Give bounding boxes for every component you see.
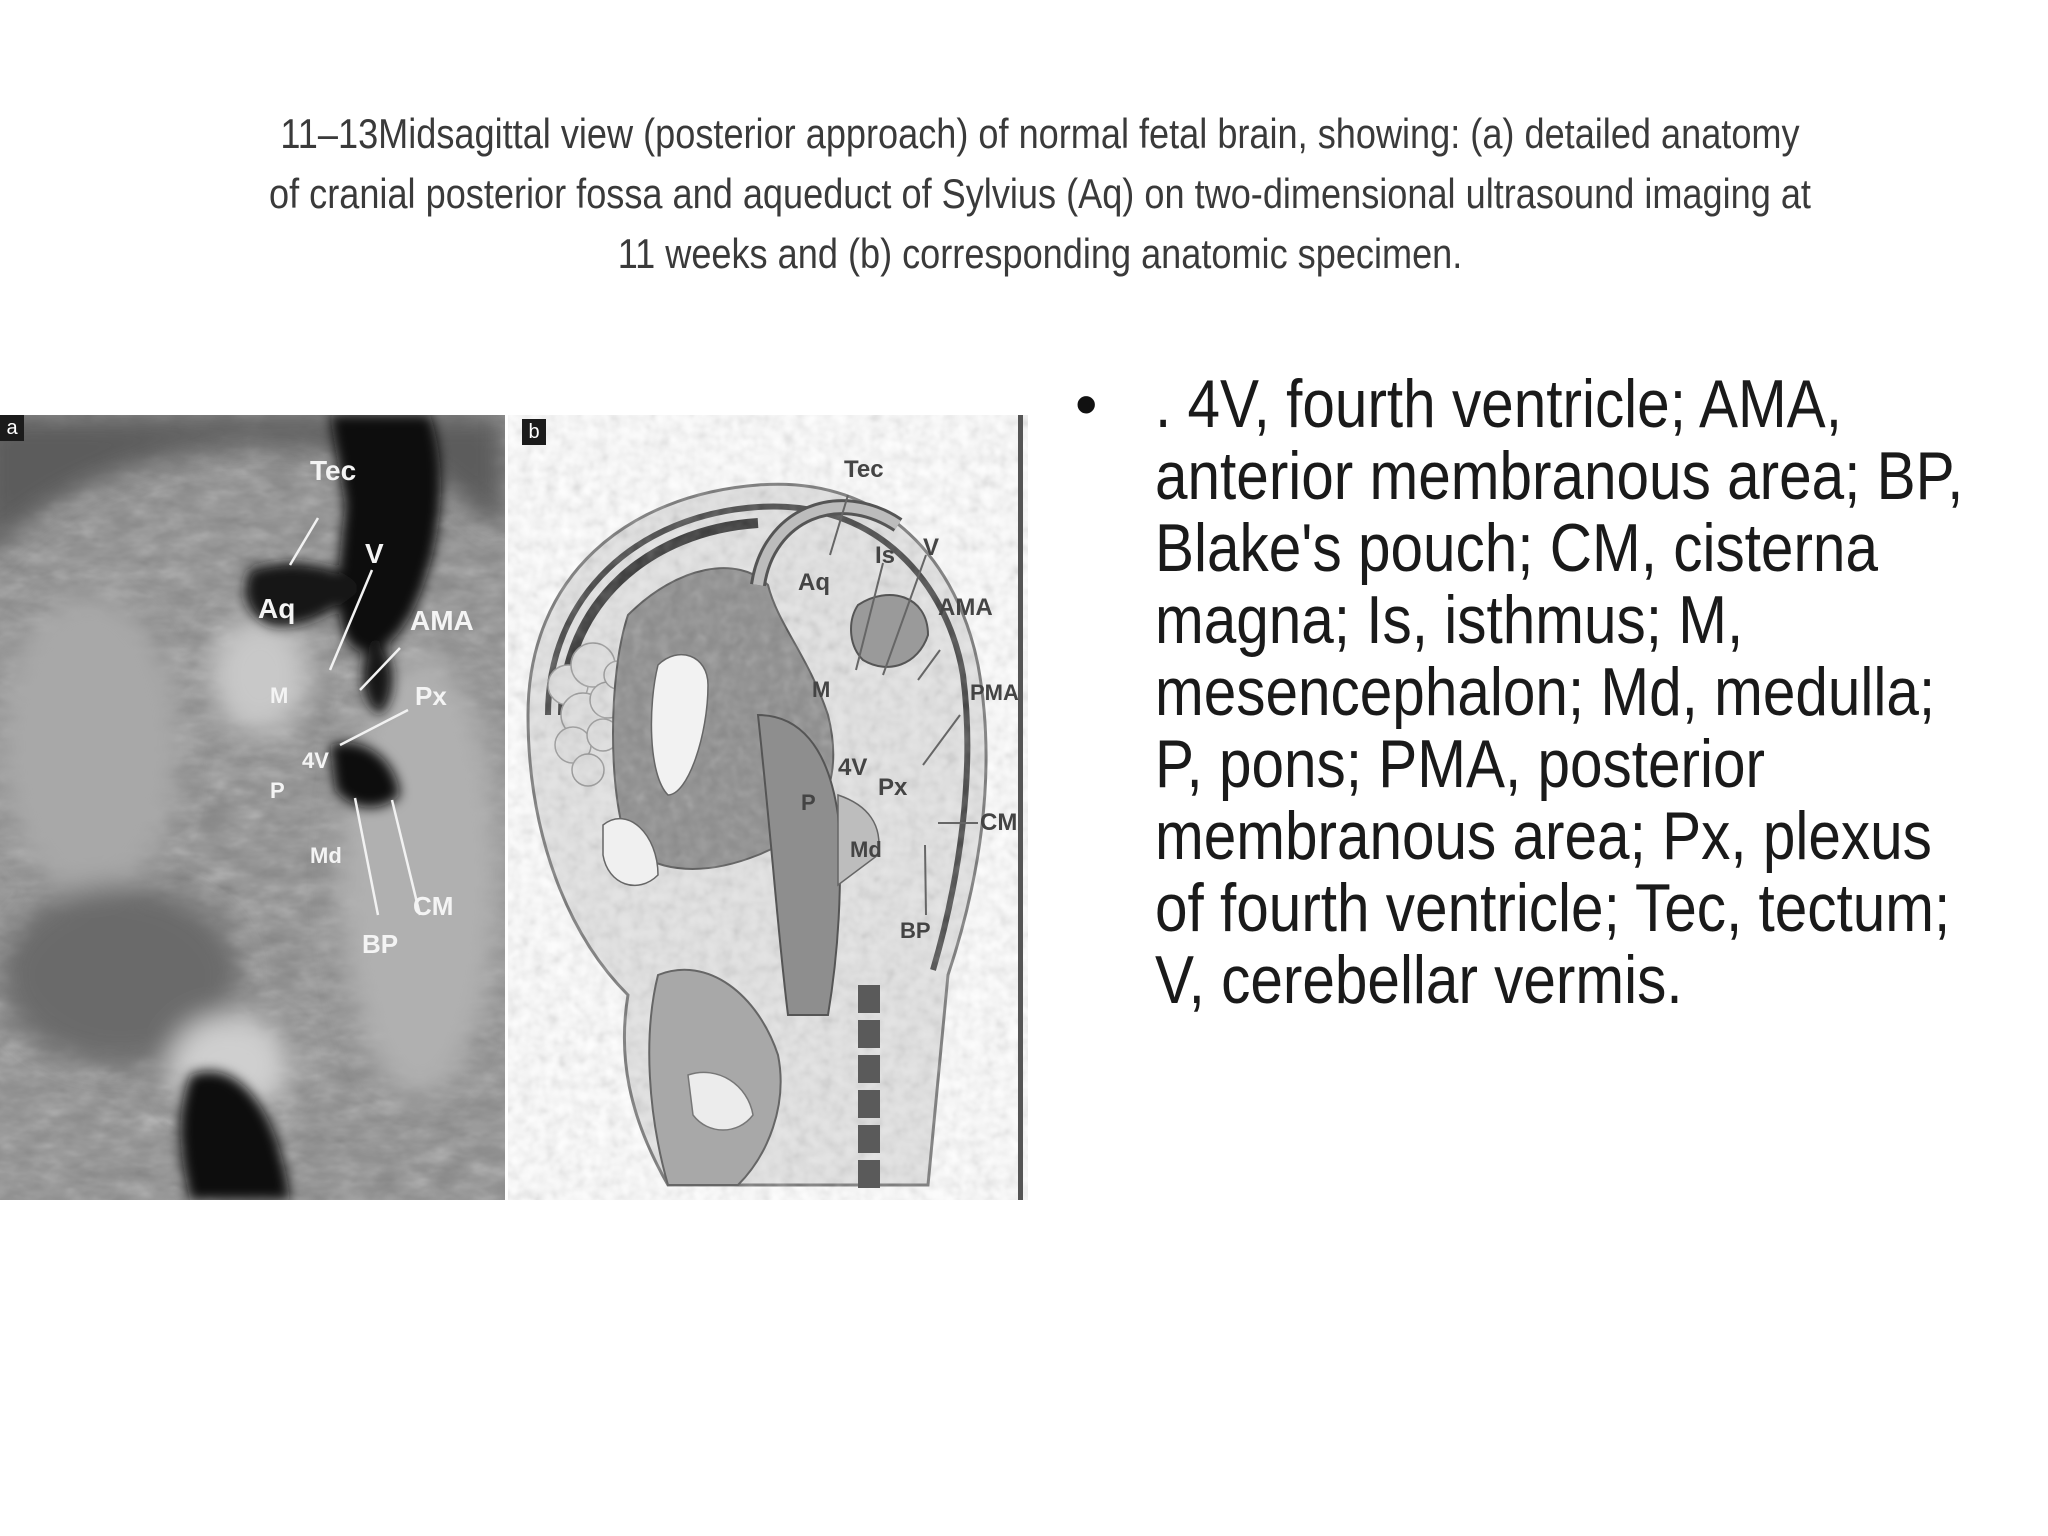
label-v: V <box>365 538 384 569</box>
bullet-marker: • <box>1075 368 1098 440</box>
label-pma: PMA <box>970 680 1019 705</box>
label-m: M <box>270 683 289 708</box>
specimen-image <box>508 415 1028 1200</box>
bullet-item <box>1075 368 2015 1016</box>
abbreviation-legend: . 4V, fourth ventricle; AMA, anterior membranous area; BP, Blake's pouch; CM, cisterna magna; Is, isthmus; M, mesencephalon; Md, medulla; P, pons; PMA, posterior membranous area; Px, plexus of fourth ventricle; Tec, tectum; V, cerebellar vermis. <box>1155 366 1964 1018</box>
label-bp: BP <box>900 918 931 943</box>
title-line-2: of cranial posterior fossa and aqueduct of Sylvius (Aq) on two-dimensional ultrasound imaging at <box>269 170 1811 217</box>
panel-label-a: a <box>0 415 24 441</box>
title-line-1: 11–13Midsagittal view (posterior approach) of normal fetal brain, showing: (a) detailed anatomy <box>280 110 1800 157</box>
ultrasound-image <box>0 415 505 1200</box>
label-aq: Aq <box>798 569 830 596</box>
legend-bullet-list <box>1075 368 2015 1016</box>
label-is: Is <box>875 542 896 569</box>
label-px: Px <box>415 681 447 711</box>
label-tec: Tec <box>844 456 884 483</box>
label-p: P <box>270 778 285 803</box>
panel-label-b: b <box>522 419 546 445</box>
label-ama: AMA <box>938 594 993 621</box>
specimen-figure <box>508 415 1028 1200</box>
label-m: M <box>812 677 831 702</box>
ultrasound-figure <box>0 415 505 1200</box>
label-aq: Aq <box>258 593 296 624</box>
label-md: Md <box>310 843 342 868</box>
label-cm: CM <box>413 891 454 921</box>
label-4v: 4V <box>302 748 329 773</box>
label-md: Md <box>850 837 882 862</box>
label-4v: 4V <box>838 754 868 781</box>
label-px: Px <box>878 774 908 801</box>
label-p: P <box>801 790 816 815</box>
slide-title <box>240 104 1840 284</box>
label-ama: AMA <box>410 605 474 636</box>
label-tec: Tec <box>310 455 357 486</box>
label-v: V <box>923 534 940 561</box>
label-cm: CM <box>980 809 1018 836</box>
label-bp: BP <box>362 929 399 959</box>
title-line-3: 11 weeks and (b) corresponding anatomic specimen. <box>617 230 1463 277</box>
